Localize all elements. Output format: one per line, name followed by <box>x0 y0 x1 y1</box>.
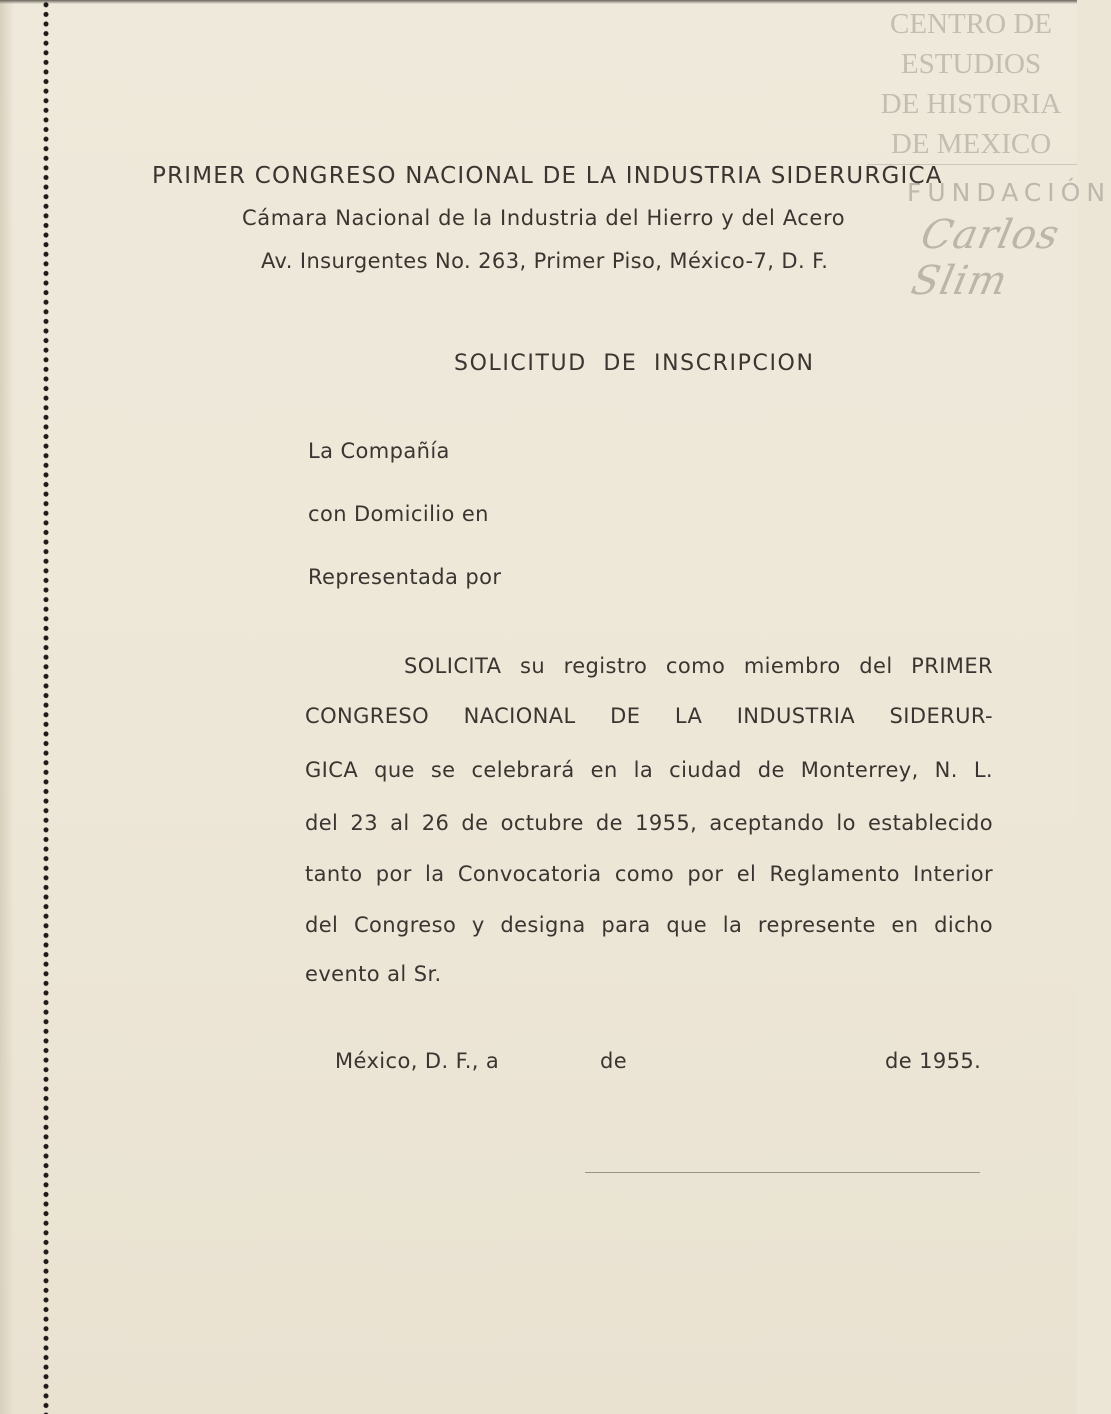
body-line: del Congreso y designa para que la represente en dicho <box>305 913 993 937</box>
perforation-holes <box>43 0 49 1414</box>
letterhead-title: PRIMER CONGRESO NACIONAL DE LA INDUSTRIA SIDERURGICA <box>152 163 943 189</box>
body-line: del 23 al 26 de octubre de 1955, aceptando lo establecido <box>305 811 993 835</box>
body-line: tanto por la Convocatoria como por el Reglamento Interior <box>305 862 993 886</box>
domicile-field-label: con Domicilio en <box>308 502 489 526</box>
date-place: México, D. F., a <box>335 1049 500 1073</box>
body-line: SOLICITA su registro como miembro del PRIMER <box>404 654 993 678</box>
paper-left-edge <box>0 0 14 1414</box>
form-title: SOLICITUD DE INSCRIPCION <box>454 351 815 376</box>
watermark-line: ESTUDIOS <box>900 48 1042 80</box>
watermark-foundation: FUNDACIÓN <box>907 178 1111 207</box>
represented-by-field-label: Representada por <box>308 565 502 589</box>
body-line: GICA que se celebrará en la ciudad de Monterrey, N. L. <box>305 758 993 782</box>
watermark-signature: Carlos Slim <box>907 212 1064 304</box>
company-field-label: La Compañía <box>308 439 450 463</box>
watermark-institution <box>865 4 1077 164</box>
body-line: CONGRESO NACIONAL DE LA INDUSTRIA SIDERUR- <box>305 704 993 728</box>
letterhead-address: Av. Insurgentes No. 263, Primer Piso, México-7, D. F. <box>261 249 829 273</box>
letterhead-subtitle: Cámara Nacional de la Industria del Hierro y del Acero <box>242 206 846 230</box>
watermark-line: DE MEXICO <box>890 128 1052 160</box>
watermark-line: CENTRO DE <box>890 8 1052 40</box>
date-year: de 1955. <box>885 1049 982 1073</box>
watermark-line: DE HISTORIA <box>880 88 1062 120</box>
body-line: evento al Sr. <box>305 962 442 986</box>
archive-watermark <box>817 0 1111 304</box>
signature-line <box>585 1172 980 1173</box>
date-month-de: de <box>600 1049 628 1073</box>
